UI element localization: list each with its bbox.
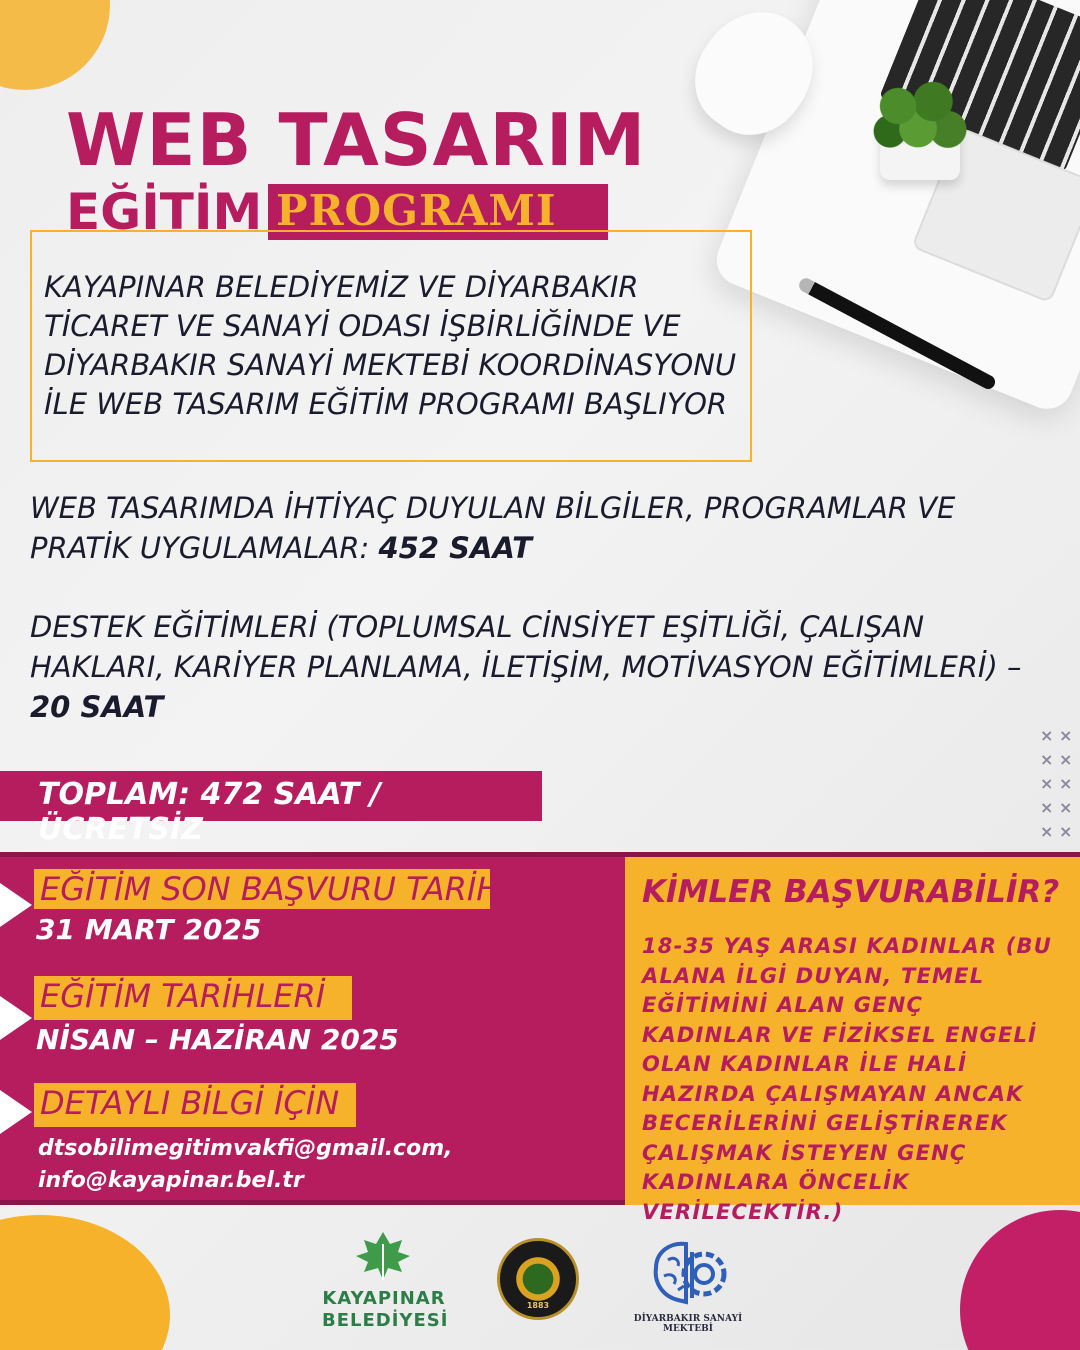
contact-email-1[interactable]: dtsobilimegitimvakfi@gmail.com,	[38, 1136, 453, 1161]
total-banner	[0, 771, 542, 847]
kayapinar-logo-line1: KAYAPINAR	[322, 1288, 446, 1309]
sanayi-mektebi-brain-logo	[648, 1238, 734, 1310]
decor-blob-top-left	[0, 0, 110, 90]
eligibility-title: KİMLER BAŞVURABİLİR?	[642, 874, 1060, 910]
arrow-icon	[0, 1090, 32, 1134]
decor-x-pattern: × × × × × × × × × ×	[1040, 726, 1073, 841]
contact-label: DETAYLI BİLGİ İÇİN	[40, 1084, 340, 1122]
program-item-web-hours: 452 SAAT	[378, 531, 532, 565]
kayapinar-leaf-logo	[352, 1230, 414, 1282]
dates-label: EĞİTİM TARİHLERİ	[40, 977, 326, 1015]
program-item-support-text: DESTEK EĞİTİMLERİ (TOPLUMSAL CİNSİYET EŞİTLİĞİ, ÇALIŞAN HAKLARI, KARİYER PLANLAMA, İLETİŞİM, MOTİVASYON EĞİTİMLERİ) –	[30, 610, 1022, 684]
plant-image	[868, 70, 968, 160]
decor-blob-bottom-right	[960, 1210, 1080, 1350]
kayapinar-logo-text	[322, 1288, 449, 1332]
arrow-icon	[0, 996, 32, 1040]
dates-value: NİSAN – HAZİRAN 2025	[36, 1023, 399, 1056]
eligibility-text: 18-35 YAŞ ARASI KADINLAR (BU ALANA İLGİ DUYAN, TEMEL EĞİTİMİNİ ALAN GENÇ KADINLAR VE FİZİKSEL ENGELİ OLAN KADINLAR İLE HALİ HAZIRDA ÇALIŞMAYAN ANCAK BECERİLERİNİ GELİŞTİREREK ÇALIŞMAK İSTEYEN GENÇ KADINLARA ÖNCELİK VERİLECEKTİR.)	[642, 934, 1053, 1224]
contact-label-box	[34, 1083, 356, 1127]
arrow-icon	[0, 883, 32, 927]
program-item-support	[30, 607, 1040, 727]
chamber-seal-year: 1883	[526, 1301, 550, 1310]
intro-text: KAYAPINAR BELEDİYEMİZ VE DİYARBAKIR TİCARET VE SANAYİ ODASI İŞBİRLİĞİNDE VE DİYARBAKIR SANAYİ MEKTEBİ KOORDİNASYONU İLE WEB TASARIM EĞİTİM PROGRAMI BAŞLIYOR	[44, 270, 737, 421]
page-subtitle: EĞİTİM	[66, 183, 263, 241]
deadline-value: 31 MART 2025	[36, 913, 262, 946]
decor-blob-bottom-left	[0, 1215, 170, 1350]
page-title: WEB TASARIM	[66, 98, 647, 182]
band-bottom-line	[0, 1200, 625, 1205]
program-item-web-text: WEB TASARIMDA İHTİYAÇ DUYULAN BİLGİLER, PROGRAMLAR VE PRATİK UYGULAMALAR:	[30, 491, 956, 565]
subtitle-highlight-text: PROGRAMI	[276, 186, 557, 235]
deadline-label: EĞİTİM SON BAŞVURU TARİHİ	[40, 870, 510, 908]
contact-email-2[interactable]: info@kayapinar.bel.tr	[38, 1168, 304, 1193]
kayapinar-logo-line2: BELEDİYESİ	[322, 1310, 449, 1331]
sanayi-mektebi-logo-text: DİYARBAKIR SANAYİ MEKTEBİ	[633, 1314, 743, 1334]
program-item-web	[30, 488, 1040, 568]
program-item-support-hours: 20 SAAT	[30, 690, 164, 724]
deadline-label-box	[34, 869, 510, 909]
total-text: TOPLAM: 472 SAAT / ÜCRETSİZ	[38, 777, 381, 847]
dates-label-box	[34, 976, 352, 1020]
